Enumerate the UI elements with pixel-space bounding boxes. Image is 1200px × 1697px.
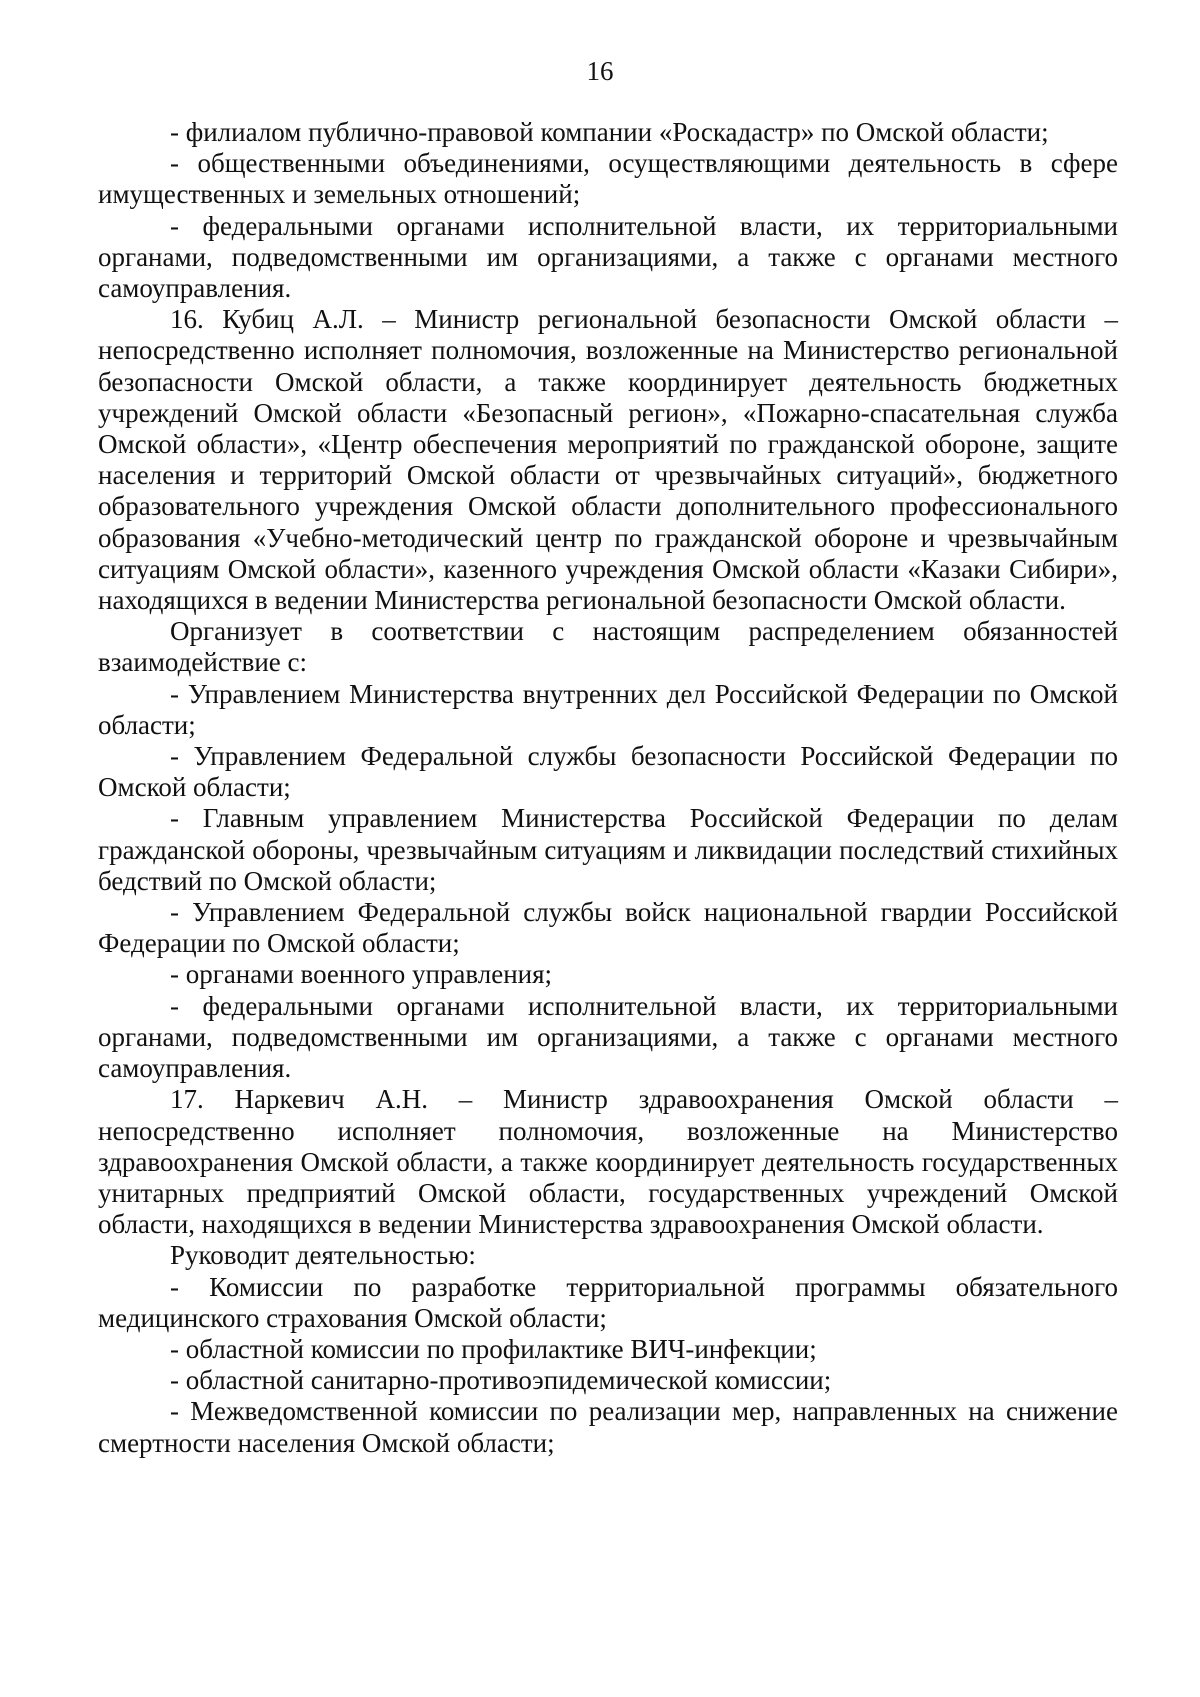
paragraph-hiv-commission: - областной комиссии по профилактике ВИЧ-инфекции;	[170, 1333, 817, 1364]
paragraph-oms-commission: - Комиссии по разработке территориальной программы обязательного медицинского страхования Омской области;	[98, 1271, 1118, 1333]
paragraph-sanitary-commission: - областной санитарно-противоэпидемической комиссии;	[170, 1365, 832, 1396]
paragraph-public-associations: - общественными объединениями, осуществляющими деятельность в сфере имущественных и земельных отношений;	[98, 148, 1118, 210]
paragraph-manages-activity: Руководит деятельностью:	[170, 1240, 476, 1271]
paragraph-fsb: - Управлением Федеральной службы безопасности Российской Федерации по Омской области;	[98, 741, 1118, 803]
paragraph-rosgvardia: - Управлением Федеральной службы войск национальной гвардии Российской Федерации по Омской области;	[98, 897, 1118, 959]
paragraph-military-bodies: - органами военного управления;	[170, 959, 553, 990]
paragraph-federal-bodies-2: - федеральными органами исполнительной власти, их территориальными органами, подведомственными им организациями, а также с органами местного самоуправления.	[98, 990, 1118, 1084]
paragraph-organizes-interaction: Организует в соответствии с настоящим распределением обязанностей взаимодействие с:	[98, 616, 1118, 678]
paragraph-item-16: 16. Кубиц А.Л. – Министр региональной безопасности Омской области – непосредственно исполняет полномочия, возложенные на Министерство региональной безопасности Омской области, а также координирует деятельность бюджетных учреждений Омской области «Безопасный регион», «Пожарно-спасательная служба Омской области», «Центр обеспечения мероприятий по гражданской обороне, защите населения и территорий Омской области от чрезвычайных ситуаций», бюджетного образовательного учреждения Омской области дополнительного профессионального образования «Учебно-методический центр по гражданской обороне и чрезвычайным ситуациям Омской области», казенного учреждения Омской области «Казаки Сибири», находящихся в ведении Министерства региональной безопасности Омской области.	[98, 304, 1118, 616]
paragraph-mvd: - Управлением Министерства внутренних дел Российской Федерации по Омской области;	[98, 678, 1118, 740]
page-number: 16	[586, 56, 614, 86]
paragraph-rosreestr: - филиалом публично-правовой компании «Роскадастр» по Омской области;	[170, 117, 1049, 147]
paragraph-item-17: 17. Наркевич А.Н. – Министр здравоохранения Омской области – непосредственно исполняет полномочия, возложенные на Министерство здравоохранения Омской области, а также координирует деятельность государственных унитарных предприятий Омской области, государственных учреждений Омской области, находящихся в ведении Министерства здравоохранения Омской области.	[98, 1084, 1118, 1240]
paragraph-mortality-commission: - Межведомственной комиссии по реализации мер, направленных на снижение смертности населения Омской области;	[98, 1396, 1118, 1458]
paragraph-federal-bodies-1: - федеральными органами исполнительной власти, их территориальными органами, подведомственными им организациями, а также с органами местного самоуправления.	[98, 210, 1118, 304]
document-body	[98, 117, 1118, 1459]
paragraph-mchs: - Главным управлением Министерства Российской Федерации по делам гражданской обороны, чрезвычайным ситуациям и ликвидации последствий стихийных бедствий по Омской области;	[98, 803, 1118, 896]
